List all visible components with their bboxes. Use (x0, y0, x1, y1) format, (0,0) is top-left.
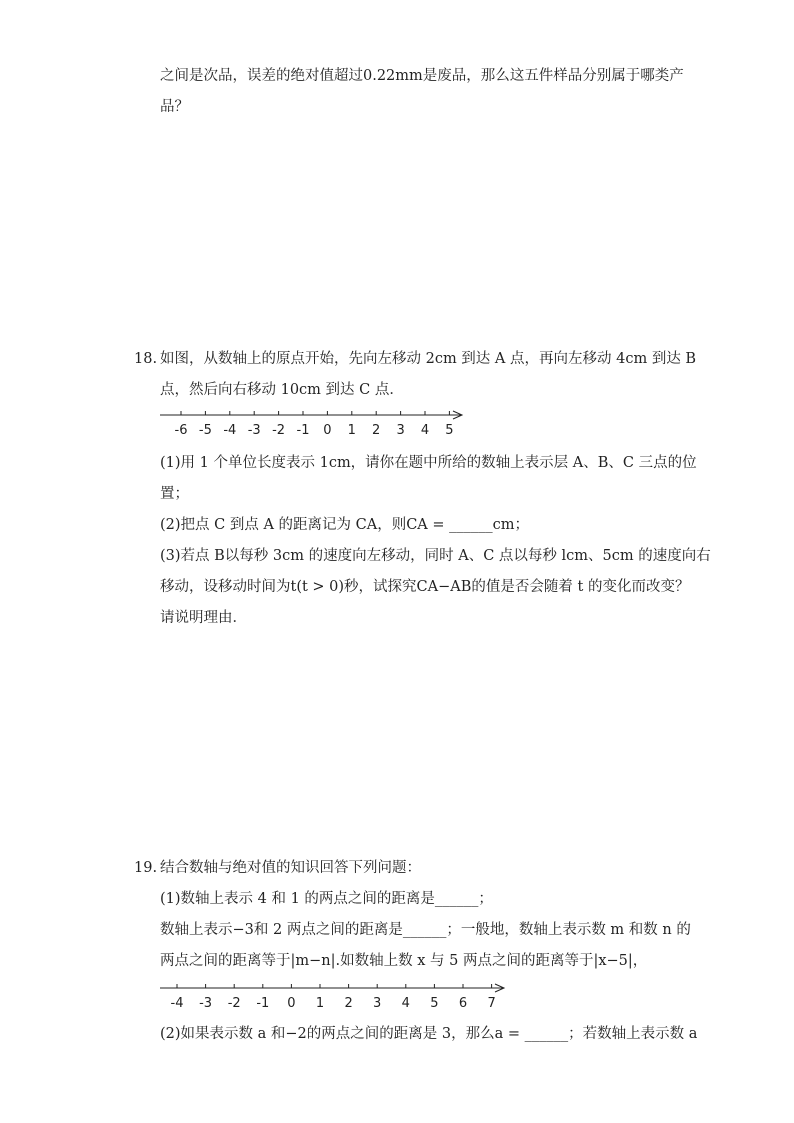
number-line-q18-tick-label: -5 (198, 423, 212, 438)
number-line-q18-tick-label: -6 (174, 423, 188, 438)
number-line-q19-tick-label: -4 (170, 996, 184, 1011)
number-line-q19-tick-label: 6 (458, 996, 468, 1011)
question-19-number: 19. (134, 860, 158, 876)
number-line-q18-tick-label: 0 (323, 423, 332, 438)
question-19-part-1a: (1)数轴上表示 4 和 1 的两点之间的距离是______； (160, 891, 493, 907)
number-line-q18 (155, 405, 475, 443)
number-line-q19-tick-label: 1 (315, 996, 325, 1011)
prev-question-line-1: 之间是次品，误差的绝对值超过0.22mm是废品，那么这五件样品分别属于哪类产 (160, 68, 684, 84)
number-line-q19-tick-label: -3 (199, 996, 213, 1011)
number-line-q18-tick-label: 2 (372, 423, 381, 438)
question-18-stem-1: 如图，从数轴上的原点开始，先向左移动 2cm 到达 A 点，再向左移动 4cm 到达 B (160, 351, 697, 367)
number-line-q19-tick-label: 0 (287, 996, 296, 1011)
number-line-q18-tick-label: -2 (272, 423, 286, 438)
number-line-q18-tick-label: -1 (296, 423, 310, 438)
number-line-q19-tick-label: 7 (487, 996, 496, 1011)
number-line-q19-svg (155, 978, 515, 1012)
question-19-stem: 结合数轴与绝对值的知识回答下列问题： (160, 860, 421, 876)
number-line-q18-tick-label: 3 (396, 423, 405, 438)
question-19-part-1b: 数轴上表示−3和 2 两点之间的距离是______；一般地，数轴上表示数 m 和数 n 的 (160, 922, 691, 938)
number-line-q18-tick-label: 4 (420, 423, 430, 438)
number-line-q18-tick-label: 5 (445, 423, 454, 438)
number-line-q18-tick-label: 1 (347, 423, 356, 438)
question-18-part-2: (2)把点 C 到点 A 的距离记为 CA，则CA = ______cm； (160, 517, 530, 533)
question-18-number: 18. (134, 351, 158, 367)
number-line-q18-tick-label: -4 (223, 423, 237, 438)
number-line-q19-tick-label: 3 (373, 996, 382, 1011)
question-18-stem-2: 点，然后向右移动 10cm 到达 C 点． (160, 382, 404, 398)
question-19-part-1c: 两点之间的距离等于|m−n|.如数轴上数 x 与 5 两点之间的距离等于|x−5|， (160, 953, 648, 969)
question-18-part-3b: 移动，设移动时间为t(t > 0)秒，试探究CA−AB的值是否会随着 t 的变化而改变？ (160, 579, 690, 595)
number-line-q18-tick-label: -3 (247, 423, 261, 438)
question-18-part-1b: 置； (160, 486, 189, 502)
number-line-q19-tick-label: -1 (256, 996, 270, 1011)
number-line-q18-svg (155, 405, 475, 439)
number-line-q19-tick-label: 4 (401, 996, 410, 1011)
prev-question-line-2: 品？ (160, 99, 189, 115)
number-line-q19-tick-label: 5 (430, 996, 439, 1011)
number-line-q19-tick-label: 2 (344, 996, 353, 1011)
question-18-part-3a: (3)若点 B以每秒 3cm 的速度向左移动，同时 A、C 点以每秒 lcm、5cm 的速度向右 (160, 548, 711, 564)
question-19-part-2: (2)如果表示数 a 和−2的两点之间的距离是 3，那么a = ______；若数轴上表示数 a (160, 1026, 698, 1042)
number-line-q19-tick-label: -2 (227, 996, 241, 1011)
number-line-q19 (155, 978, 515, 1016)
question-18-part-1a: (1)用 1 个单位长度表示 1cm，请你在题中所给的数轴上表示层 A、B、C 三点的位 (160, 455, 697, 471)
question-18-part-3c: 请说明理由． (160, 610, 247, 626)
